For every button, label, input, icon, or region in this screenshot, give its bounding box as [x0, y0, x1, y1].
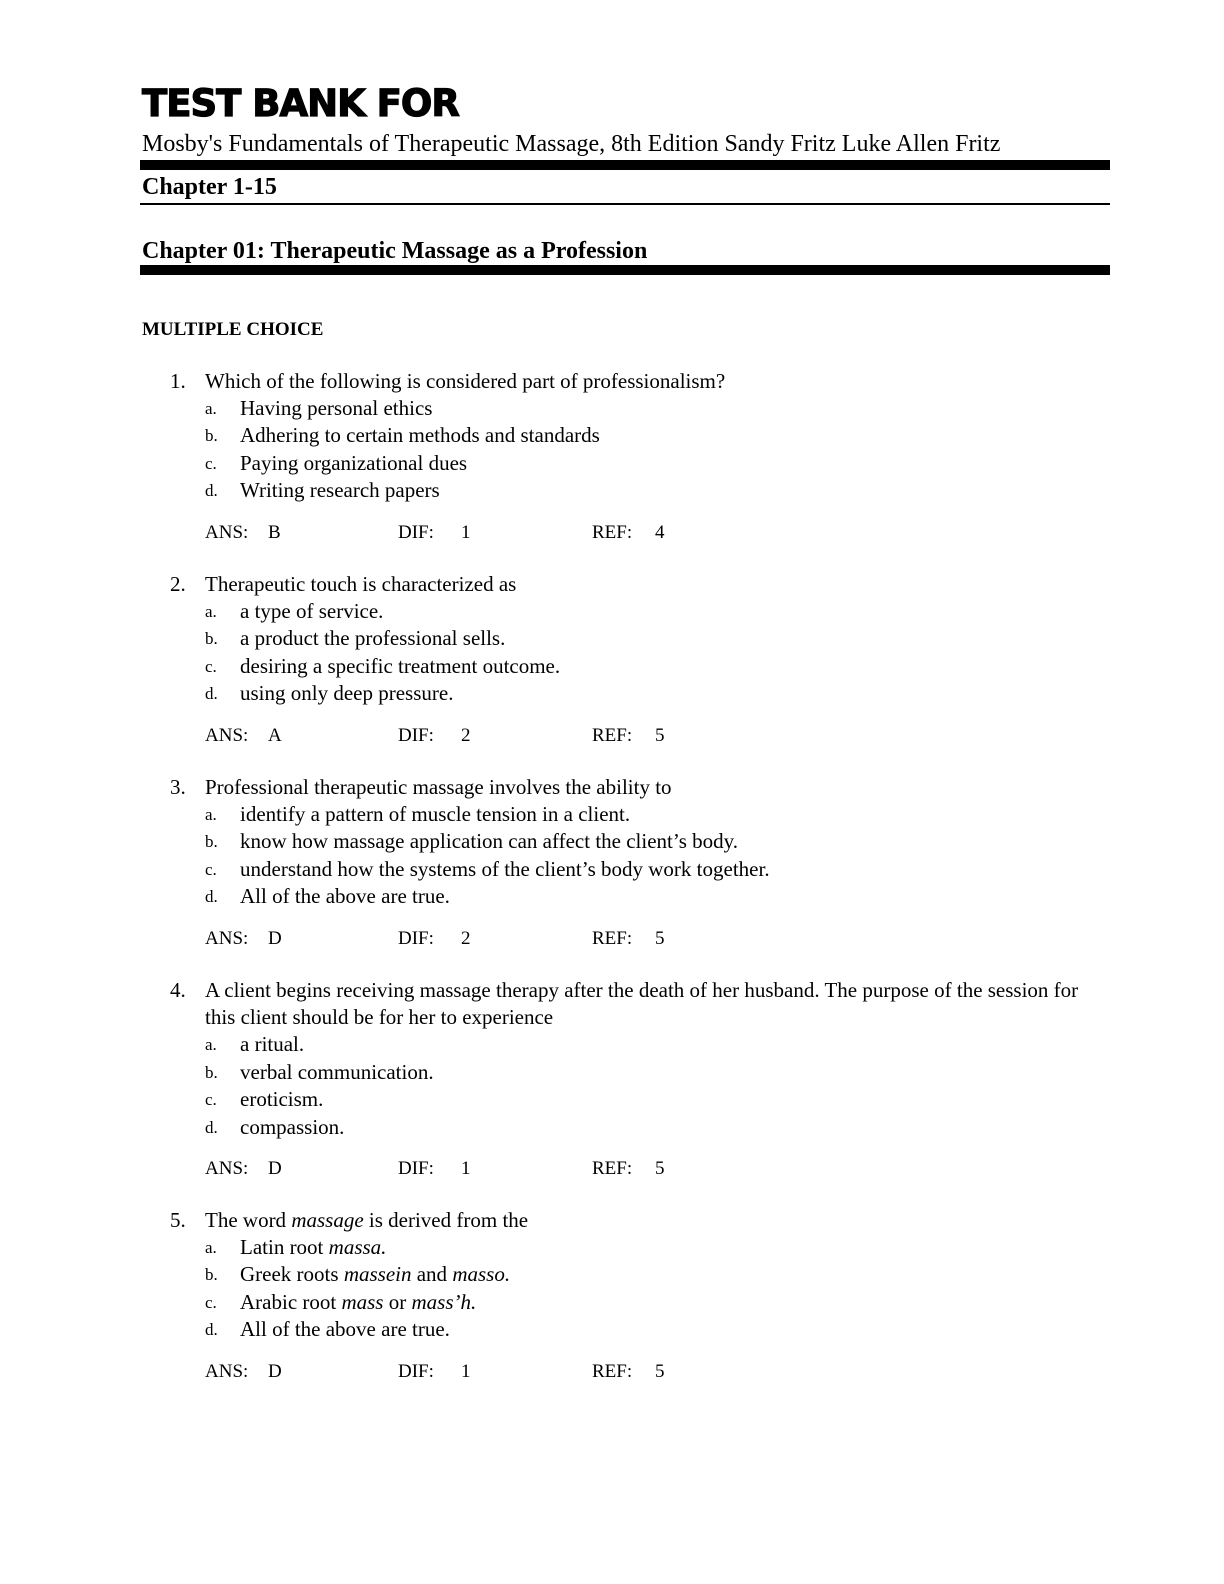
option-text: a type of service.: [240, 599, 384, 623]
option-text-italic: massein: [343, 1262, 412, 1286]
option-text: Having personal ethics: [240, 396, 433, 420]
section-label: MULTIPLE CHOICE: [142, 319, 324, 340]
option-text: a ritual.: [240, 1032, 305, 1056]
option-letter: c.: [205, 1090, 217, 1109]
book-subtitle: Mosby's Fundamentals of Therapeutic Massage, 8th Edition Sandy Fritz Luke Allen Fritz: [142, 131, 1001, 157]
ref-value: 4: [655, 522, 665, 543]
ans-label: ANS:: [205, 725, 249, 746]
option-text: [240, 1261, 510, 1288]
option-letter: c.: [205, 454, 217, 473]
ans-value: D: [268, 1361, 282, 1382]
option-letter: b.: [205, 629, 218, 648]
ref-value: 5: [655, 1361, 665, 1382]
ref-value: 5: [655, 1158, 665, 1179]
dif-label: DIF:: [398, 928, 434, 949]
option-letter: c.: [205, 860, 217, 879]
question-text-italic: massage: [291, 1208, 364, 1232]
option-letter: b.: [205, 1063, 218, 1082]
option-letter: b.: [205, 1265, 218, 1284]
dif-label: DIF:: [398, 1158, 434, 1179]
dif-value: 1: [461, 1361, 471, 1382]
option-text: eroticism.: [240, 1087, 324, 1111]
option-text: All of the above are true.: [240, 884, 450, 908]
option-text-start: Latin root: [240, 1235, 329, 1259]
option-letter: a.: [205, 602, 217, 621]
chapter-heading: Chapter 01: Therapeutic Massage as a Profession: [142, 238, 648, 264]
ref-value: 5: [655, 928, 665, 949]
option-letter: d.: [205, 1320, 218, 1339]
ref-label: REF:: [592, 928, 633, 949]
option-text-italic: mass’h.: [411, 1290, 477, 1314]
option-letter: d.: [205, 481, 218, 500]
option-text: [240, 1289, 476, 1316]
option-text: desiring a specific treatment outcome.: [240, 654, 561, 678]
question-number: 5.: [170, 1208, 186, 1232]
option-letter: d.: [205, 1118, 218, 1137]
dif-value: 2: [461, 725, 471, 746]
thick-rule-2: [140, 265, 1110, 275]
question-text: Which of the following is considered part of professionalism?: [205, 369, 726, 393]
question-text-start: The word: [205, 1208, 292, 1232]
option-text-middle: or: [383, 1290, 412, 1314]
dif-value: 2: [461, 928, 471, 949]
question-text-end: is derived from the: [363, 1208, 529, 1232]
thick-rule-1: [140, 160, 1110, 170]
ref-label: REF:: [592, 725, 633, 746]
option-text: verbal communication.: [240, 1060, 434, 1084]
question-text: A client begins receiving massage therapy after the death of her husband. The purpose of the session for this client should be for her to experience: [205, 978, 1079, 1029]
option-text: Writing research papers: [240, 478, 440, 502]
option-text: All of the above are true.: [240, 1317, 450, 1341]
option-letter: a.: [205, 1035, 217, 1054]
question-text: [205, 1207, 1105, 1234]
ref-label: REF:: [592, 1158, 633, 1179]
ans-label: ANS:: [205, 1158, 249, 1179]
option-letter: a.: [205, 399, 217, 418]
option-text-italic: masso.: [452, 1262, 511, 1286]
option-text: Paying organizational dues: [240, 451, 468, 475]
option-text: identify a pattern of muscle tension in a client.: [240, 802, 631, 826]
question-number: 3.: [170, 775, 186, 799]
ans-value: D: [268, 1158, 282, 1179]
option-text: using only deep pressure.: [240, 681, 454, 705]
question-number: 4.: [170, 978, 186, 1002]
option-letter: c.: [205, 1293, 217, 1312]
option-text-middle: and: [411, 1262, 453, 1286]
option-letter: d.: [205, 684, 218, 703]
option-text: Adhering to certain methods and standards: [240, 423, 600, 447]
ans-label: ANS:: [205, 522, 249, 543]
option-text: know how massage application can affect the client’s body.: [240, 829, 739, 853]
ans-label: ANS:: [205, 928, 249, 949]
dif-label: DIF:: [398, 522, 434, 543]
option-text-italic: mass: [341, 1290, 384, 1314]
chapter-range-heading: Chapter 1-15: [142, 174, 277, 200]
option-letter: b.: [205, 832, 218, 851]
option-letter: a.: [205, 1238, 217, 1257]
ans-label: ANS:: [205, 1361, 249, 1382]
option-letter: a.: [205, 805, 217, 824]
question-text: Professional therapeutic massage involves the ability to: [205, 775, 672, 799]
ans-value: A: [268, 725, 282, 746]
ref-label: REF:: [592, 522, 633, 543]
question-number: 2.: [170, 572, 186, 596]
option-letter: d.: [205, 887, 218, 906]
dif-value: 1: [461, 1158, 471, 1179]
ans-value: D: [268, 928, 282, 949]
question-text: Therapeutic touch is characterized as: [205, 572, 517, 596]
ref-value: 5: [655, 725, 665, 746]
dif-label: DIF:: [398, 725, 434, 746]
document-title: TEST BANK FOR: [142, 82, 459, 125]
question-number: 1.: [170, 369, 186, 393]
option-text: [240, 1234, 386, 1261]
option-text: understand how the systems of the client’s body work together.: [240, 857, 770, 881]
option-text-start: Arabic root: [240, 1290, 342, 1314]
option-letter: c.: [205, 657, 217, 676]
option-letter: b.: [205, 426, 218, 445]
dif-value: 1: [461, 522, 471, 543]
ans-value: B: [268, 522, 281, 543]
option-text-italic: massa.: [328, 1235, 387, 1259]
ref-label: REF:: [592, 1361, 633, 1382]
option-text: compassion.: [240, 1115, 345, 1139]
dif-label: DIF:: [398, 1361, 434, 1382]
thin-rule: [140, 203, 1110, 205]
option-text-start: Greek roots: [240, 1262, 344, 1286]
option-text: a product the professional sells.: [240, 626, 506, 650]
